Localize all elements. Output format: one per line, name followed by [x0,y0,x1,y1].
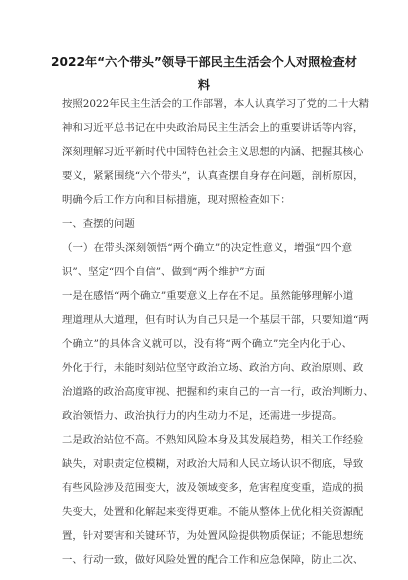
body-line-10: 理道理从大道理，但有时认为自己只是一个基层干部，只要知道“两 [62,314,369,326]
body-line-2: 神和习近平总书记在中央政治局民主生活会上的重要讲话等内容， [62,122,364,134]
body-line-11: 个确立”的具体含义就可以，没有将“两个确立”完全内化于心、 [62,338,352,350]
body-line-4: 要义，紧紧围绕“六个带头”，认真查摆自身存在问题，剖析原因， [62,170,364,182]
subsection-heading-line-2: 识”、坚定“四个自信”、做到“两个维护”方面 [62,266,266,278]
body-line-13: 治道路的政治高度审视、把握和约束自己的一言一行，政治判断力、 [62,386,374,398]
body-line-16: 缺失，对职责定位模糊，对政治大局和人民立场认识不彻底，导致 [62,458,364,470]
body-line-3: 深刻理解习近平新时代中国特色社会主义思想的内涵、把握其核心 [62,146,364,158]
body-line-19: 置，针对要害和关键环节，为处置风险提供物质保证；不能思想统 [62,530,364,542]
body-line-20: 一、行动一致，做好风险处置的配合工作和应急保障，防止二次、 [62,554,364,566]
body-line-15: 二是政治站位不高。不熟知风险本身及其发展趋势，相关工作经验 [62,434,364,446]
body-line-14: 政治领悟力、政治执行力的内生动力不足，还需进一步提高。 [62,410,343,422]
body-line-17: 有些风险涉及范围变大，波及领域变多，危害程度变重，造成的损 [62,482,364,494]
subsection-heading-line-1: （一）在带头深刻领悟“两个确立”的决定性意义，增强“四个意 [62,242,352,254]
section-heading: 一、查摆的问题 [62,218,135,230]
document-title-line-1: 2022年“六个带头”领导干部民主生活会个人对照检查材 [51,55,357,69]
document-title-line-2: 料 [197,78,211,92]
body-line-18: 失变大，处置和化解起来变得更难。不能从整体上优化相关资源配 [62,506,364,518]
body-line-5: 明确今后工作方向和目标措施，现对照检查如下： [62,194,291,206]
body-line-12: 外化于行，未能时刻站位坚守政治立场、政治方向、政治原则、政 [62,362,364,374]
body-line-1: 按照2022年民主生活会的工作部署，本人认真学习了党的二十大精 [62,98,369,110]
body-line-9: 一是在感悟“两个确立”重要意义上存在不足。虽然能够理解小道 [62,290,354,302]
